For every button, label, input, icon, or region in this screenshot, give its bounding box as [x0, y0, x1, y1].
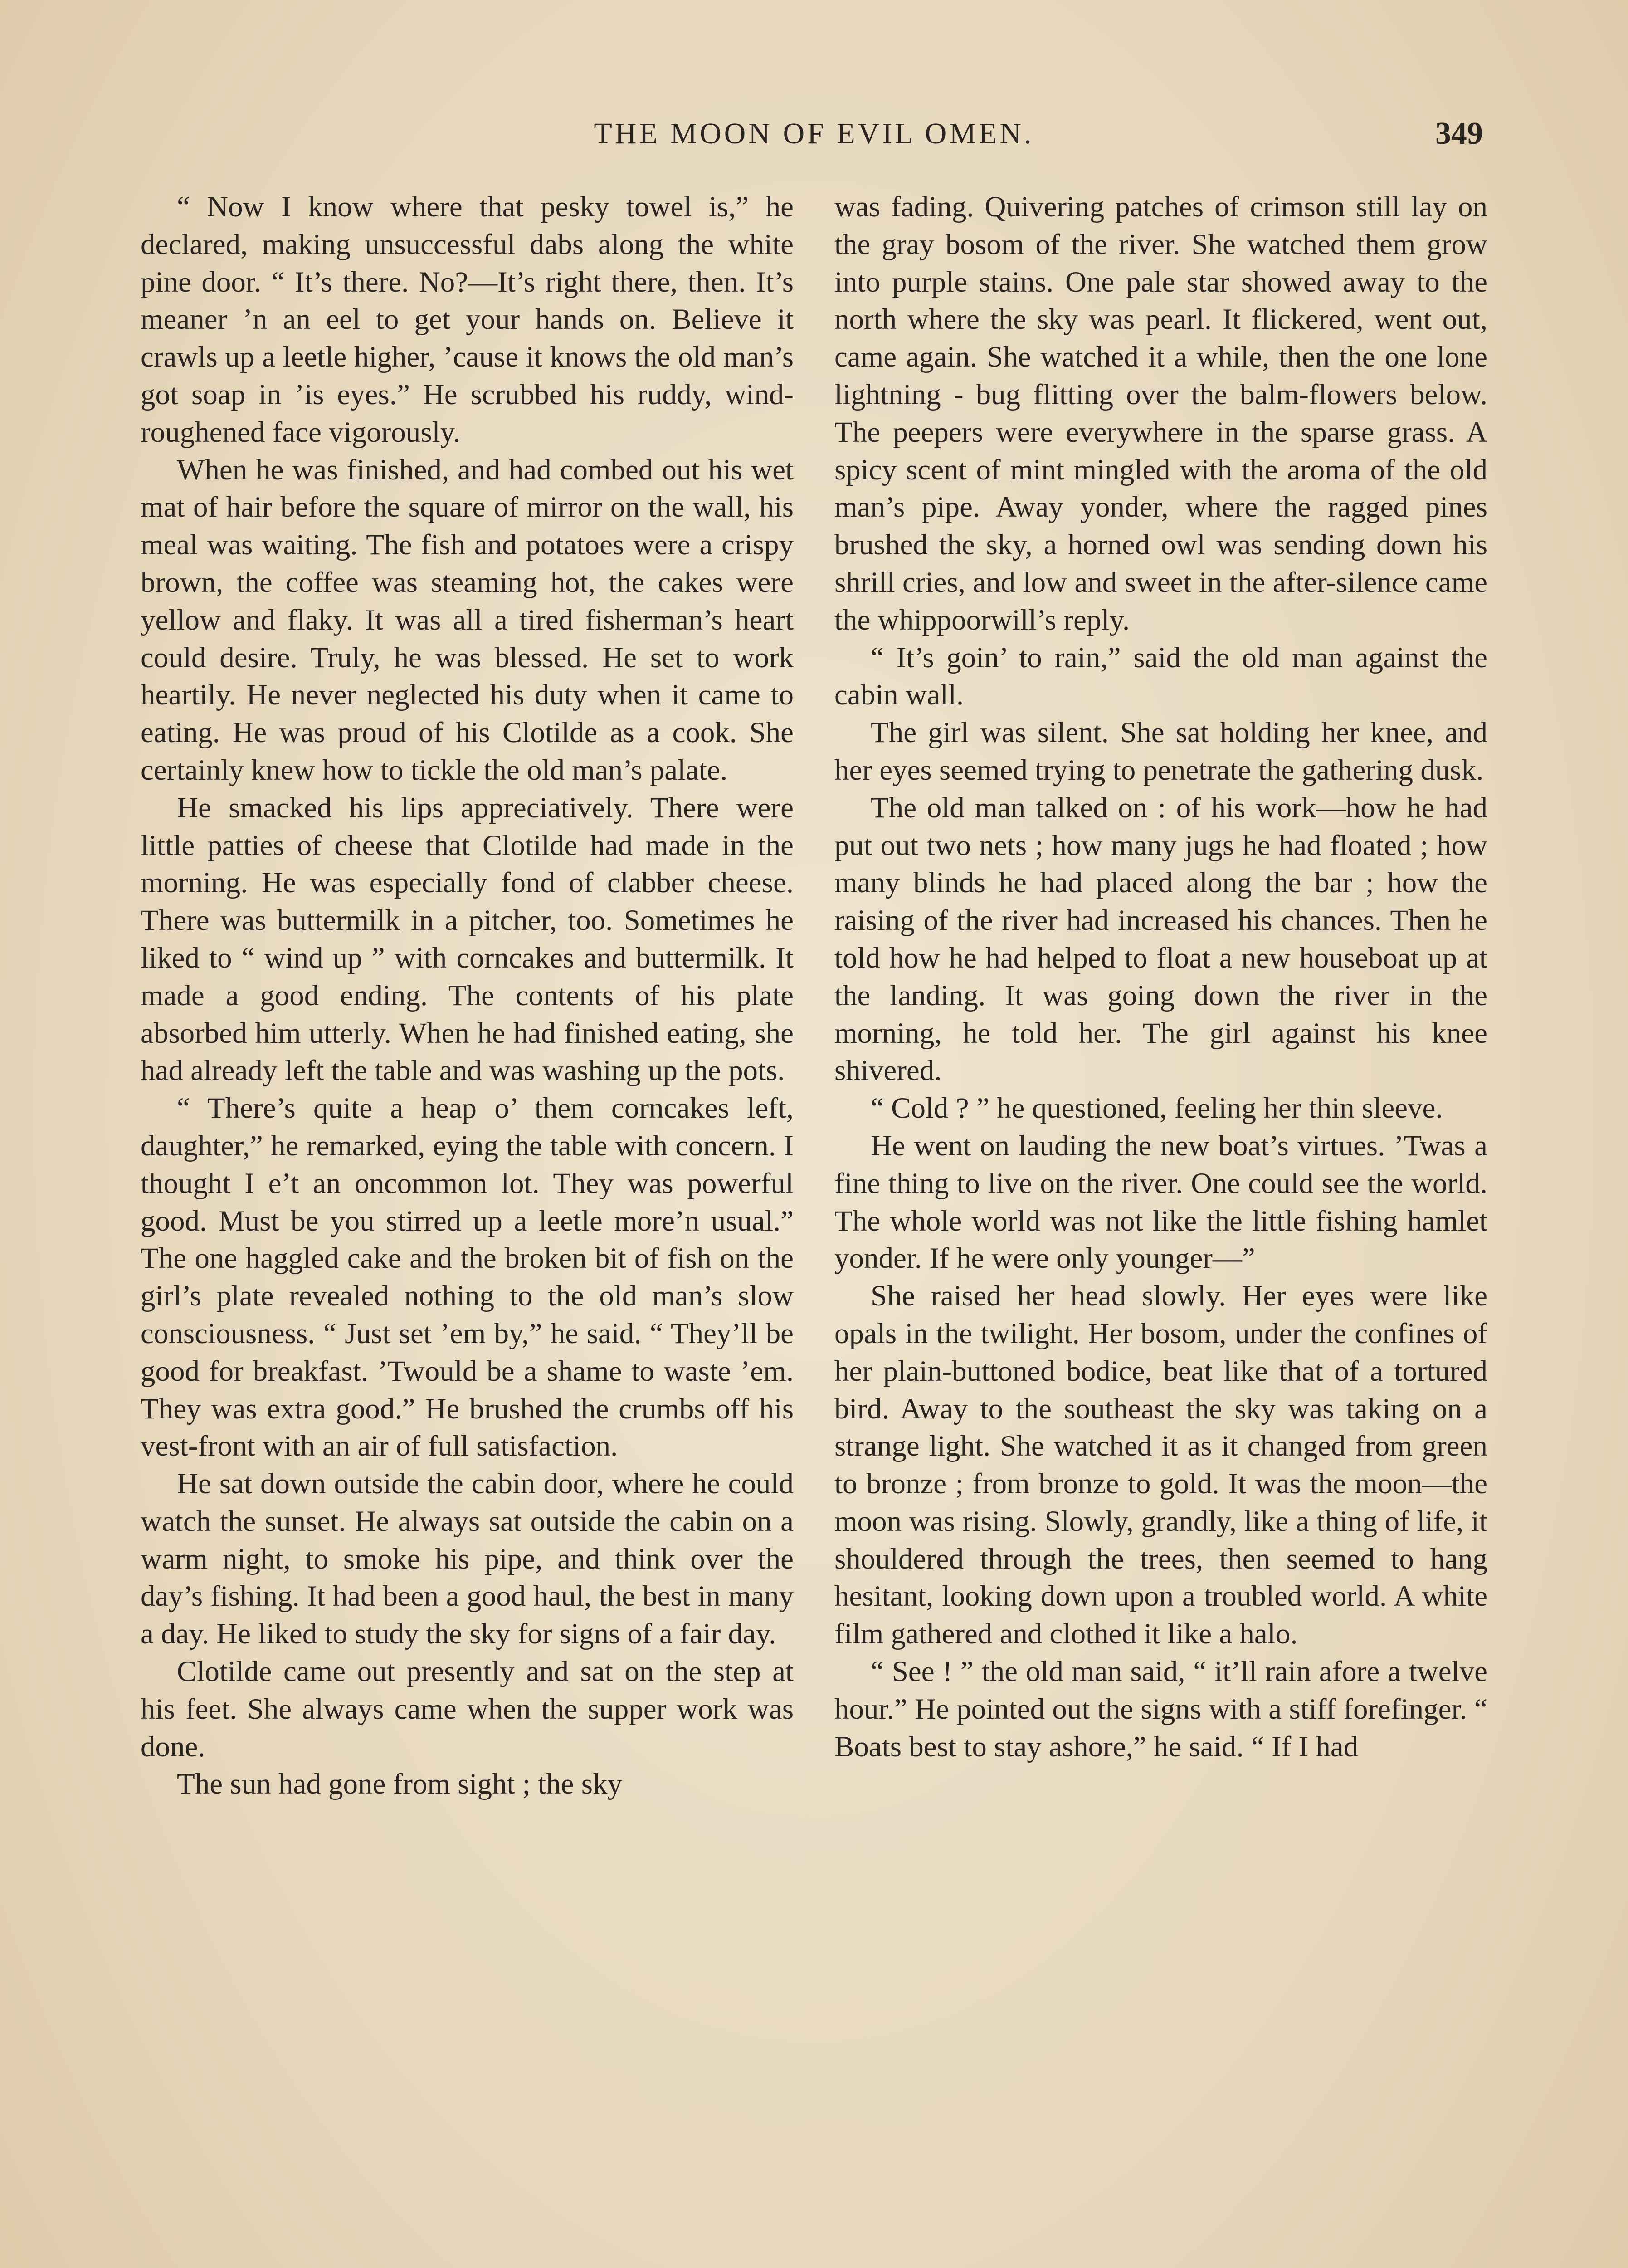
paragraph: He went on lauding the new boat’s virtues. ’Twas a fine thing to live on the river. One could see the world. The whole world was not like the little fishing hamlet yonder. If he were only younger—” — [834, 1129, 1487, 1275]
paragraph: She raised her head slowly. Her eyes were like opals in the twilight. Her bosom, under the confines of her plain-buttoned bodice, beat like that of a tortured bird. Away to the southeast the sky was taking on a strange light. She watched it as it changed from green to bronze ; from bronze to gold. It was the moon—the moon was rising. Slowly, grandly, like a thing of life, it shouldered through the trees, then seemed to hang hesitant, looking down upon a troubled world. A white film gathered and clothed it like a halo. — [834, 1280, 1487, 1651]
paragraph: The old man talked on : of his work—how he had put out two nets ; how many jugs he had floated ; how many blinds he had placed along the bar ; how the raising of the river had increased his chances. Then he told how he had helped to float a new houseboat up at the landing. It was going down the river in the morning, he told her. The girl against his knee shivered. — [834, 791, 1487, 1087]
page-number: 349 — [1435, 116, 1483, 151]
right-column — [834, 188, 1487, 1765]
paragraph: He sat down outside the cabin door, where he could watch the sunset. He always sat outside the cabin on a warm night, to smoke his pipe, and think over the day’s fishing. It had been a good haul, the best in many a day. He liked to study the sky for signs of a fair day. — [141, 1467, 794, 1651]
running-title: THE MOON OF EVIL OMEN. — [594, 117, 1034, 150]
paragraph-continued: was fading. Quivering patches of crimson still lay on the gray bosom of the river. She watched them grow into purple stains. One pale star showed away to the north where the sky was pearl. It flickered, went out, came again. She watched it a while, then the one lone lightning - bug flitting over the balm-flowers below. The peepers were everywhere in the sparse grass. A spicy scent of mint mingled with the aroma of the old man’s pipe. Away yonder, where the ragged pines brushed the sky, a horned owl was sending down his shrill cries, and low and sweet in the after-silence came the whippoorwill’s reply. — [834, 191, 1487, 636]
page-header — [136, 107, 1492, 161]
paragraph: “ Cold ? ” he questioned, feeling her thin sleeve. — [871, 1092, 1443, 1125]
paragraph: The girl was silent. She sat holding her knee, and her eyes seemed trying to penetrate the gathering dusk. — [834, 716, 1487, 787]
paragraph: “ There’s quite a heap o’ them corncakes left, daughter,” he remarked, eying the table with concern. I thought I e’t an oncommon lot. They was powerful good. Must be you stirred up a leetle more’n usual.” The one haggled cake and the broken bit of fish on the girl’s plate revealed nothing to the old man’s slow consciousness. “ Just set ’em by,” he said. “ They’ll be good for breakfast. ’Twould be a shame to waste ’em. They was extra good.” He brushed the crumbs off his vest-front with an air of full satisfaction. — [141, 1092, 794, 1463]
paragraph: When he was finished, and had combed out his wet mat of hair before the square of mirror on the wall, his meal was waiting. The fish and potatoes were a crispy brown, the coffee was steaming hot, the cakes were yellow and flaky. It was all a tired fisherman’s heart could desire. Truly, he was blessed. He set to work heartily. He never neglected his duty when it came to eating. He was proud of his Clotilde as a cook. She certainly knew how to tickle the old man’s palate. — [141, 453, 794, 787]
left-column — [141, 188, 794, 1803]
paragraph: The sun had gone from sight ; the sky — [177, 1768, 623, 1801]
paragraph: “ It’s goin’ to rain,” said the old man against the cabin wall. — [834, 641, 1487, 712]
paragraph: “ Now I know where that pesky towel is,” he declared, making unsuccessful dabs along the white pine door. “ It’s there. No?—It’s right there, then. It’s meaner ’n an eel to get your hands on. Believe it crawls up a leetle higher, ’cause it knows the old man’s got soap in ’is eyes.” He scrubbed his ruddy, wind-roughened face vigorously. — [141, 191, 794, 449]
paragraph: Clotilde came out presently and sat on the step at his feet. She always came when the supper work was done. — [141, 1655, 794, 1763]
paragraph: “ See ! ” the old man said, “ it’ll rain afore a twelve hour.” He pointed out the signs with a stiff forefinger. “ Boats best to stay ashore,” he said. “ If I had — [834, 1655, 1487, 1763]
paragraph: He smacked his lips appreciatively. There were little patties of cheese that Clotilde had made in the morning. He was especially fond of clabber cheese. There was buttermilk in a pitcher, too. Sometimes he liked to “ wind up ” with corncakes and buttermilk. It made a good ending. The contents of his plate absorbed him utterly. When he had finished eating, she had already left the table and was washing up the pots. — [141, 791, 794, 1087]
